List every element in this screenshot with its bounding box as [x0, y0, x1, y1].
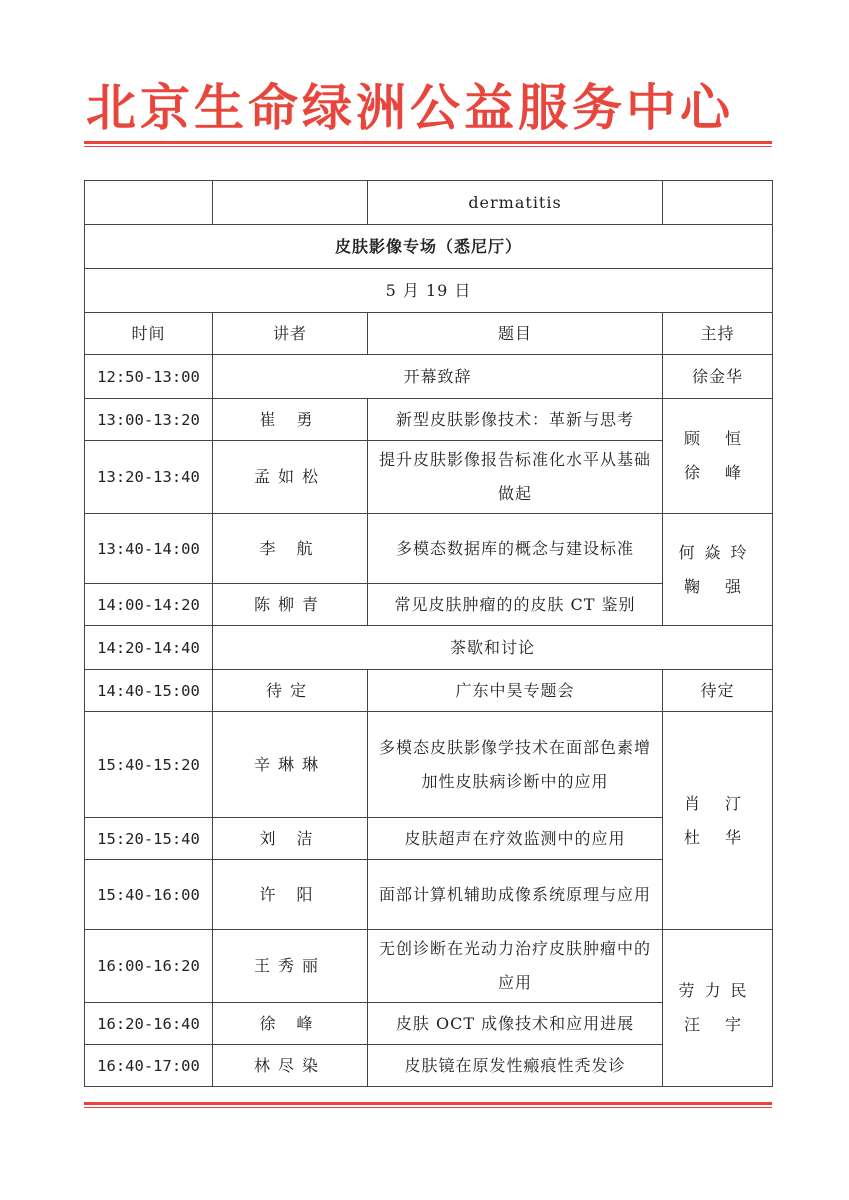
host-cell	[663, 399, 773, 514]
speaker-cell: 待定	[213, 670, 368, 712]
time-cell: 13:40-14:00	[85, 514, 213, 584]
time-cell: 16:20-16:40	[85, 1003, 213, 1045]
topic-cell: 多模态数据库的概念与建设标准	[368, 514, 663, 584]
topic-cell: 多模态皮肤影像学技术在面部色素增加性皮肤病诊断中的应用	[368, 712, 663, 818]
schedule-table	[84, 180, 773, 1087]
time-cell: 14:00-14:20	[85, 584, 213, 626]
time-cell: 16:40-17:00	[85, 1045, 213, 1087]
host-name: 杜 华	[683, 827, 752, 847]
speaker-cell: 李 航	[213, 514, 368, 584]
host-cell	[663, 930, 773, 1087]
time-cell: 15:20-15:40	[85, 818, 213, 860]
topic-cell: 无创诊断在光动力治疗皮肤肿瘤中的应用	[368, 930, 663, 1003]
time-cell: 15:40-16:00	[85, 860, 213, 930]
table-row	[85, 355, 773, 399]
table-row	[85, 399, 773, 441]
time-cell: 14:20-14:40	[85, 626, 213, 670]
host-cell	[663, 514, 773, 626]
speaker-cell: 徐 峰	[213, 1003, 368, 1045]
time-cell: 15:40-15:20	[85, 712, 213, 818]
session-title-row	[85, 225, 773, 269]
session-title: 皮肤影像专场（悉尼厅）	[85, 225, 773, 269]
topic-cell: 面部计算机辅助成像系统原理与应用	[368, 860, 663, 930]
header-divider	[84, 141, 772, 144]
speaker-cell: 刘 洁	[213, 818, 368, 860]
table-row	[85, 670, 773, 712]
host-name: 汪 宇	[683, 1015, 752, 1034]
topic-cell: 皮肤超声在疗效监测中的应用	[368, 818, 663, 860]
host-name: 顾 恒	[683, 429, 752, 448]
host-cell: 待定	[663, 670, 773, 712]
time-cell: 12:50-13:00	[85, 355, 213, 399]
column-header-host: 主持	[663, 313, 773, 355]
host-cell	[663, 712, 773, 930]
host-name: 鞠 强	[683, 576, 752, 596]
table-row	[85, 930, 773, 1003]
topic-cell: 常见皮肤肿瘤的的皮肤 CT 鉴别	[368, 584, 663, 626]
footer-divider-thin	[84, 1107, 772, 1108]
host-name: 何焱玲	[678, 542, 757, 562]
speaker-cell: 林尽染	[213, 1045, 368, 1087]
table-row	[85, 514, 773, 584]
table-cell	[213, 181, 368, 225]
footer-divider	[84, 1102, 772, 1105]
speaker-cell: 许 阳	[213, 860, 368, 930]
time-cell: 16:00-16:20	[85, 930, 213, 1003]
host-name: 肖 汀	[683, 793, 752, 813]
column-header-topic: 题目	[368, 313, 663, 355]
column-header-speaker: 讲者	[213, 313, 368, 355]
org-header-title: 北京生命绿洲公益服务中心	[86, 79, 734, 137]
table-row	[85, 181, 773, 225]
host-name: 徐 峰	[683, 463, 752, 482]
table-row	[85, 712, 773, 818]
table-row	[85, 626, 773, 670]
topic-cell: 广东中昊专题会	[368, 670, 663, 712]
speaker-cell: 孟如松	[213, 441, 368, 514]
topic-cell: 皮肤 OCT 成像技术和应用进展	[368, 1003, 663, 1045]
host-name: 劳力民	[678, 981, 757, 1000]
column-header-time: 时间	[85, 313, 213, 355]
speaker-cell: 陈柳青	[213, 584, 368, 626]
time-cell: 14:40-15:00	[85, 670, 213, 712]
topic-cell: 茶歇和讨论	[213, 626, 773, 670]
topic-cell: 提升皮肤影像报告标准化水平从基础做起	[368, 441, 663, 514]
speaker-cell: 崔 勇	[213, 399, 368, 441]
time-cell: 13:20-13:40	[85, 441, 213, 514]
header-divider-thin	[84, 146, 772, 147]
session-date-row	[85, 269, 773, 313]
speaker-cell: 辛琳琳	[213, 712, 368, 818]
speaker-cell: 王秀丽	[213, 930, 368, 1003]
table-cell	[663, 181, 773, 225]
host-cell: 徐金华	[663, 355, 773, 399]
session-date: 5 月 19 日	[85, 269, 773, 313]
topic-cell: 皮肤镜在原发性瘢痕性秃发诊	[368, 1045, 663, 1087]
time-cell: 13:00-13:20	[85, 399, 213, 441]
topic-cell: 开幕致辞	[213, 355, 663, 399]
topic-cell: 新型皮肤影像技术：革新与思考	[368, 399, 663, 441]
table-header-row	[85, 313, 773, 355]
topic-cell: dermatitis	[368, 181, 663, 225]
table-cell	[85, 181, 213, 225]
